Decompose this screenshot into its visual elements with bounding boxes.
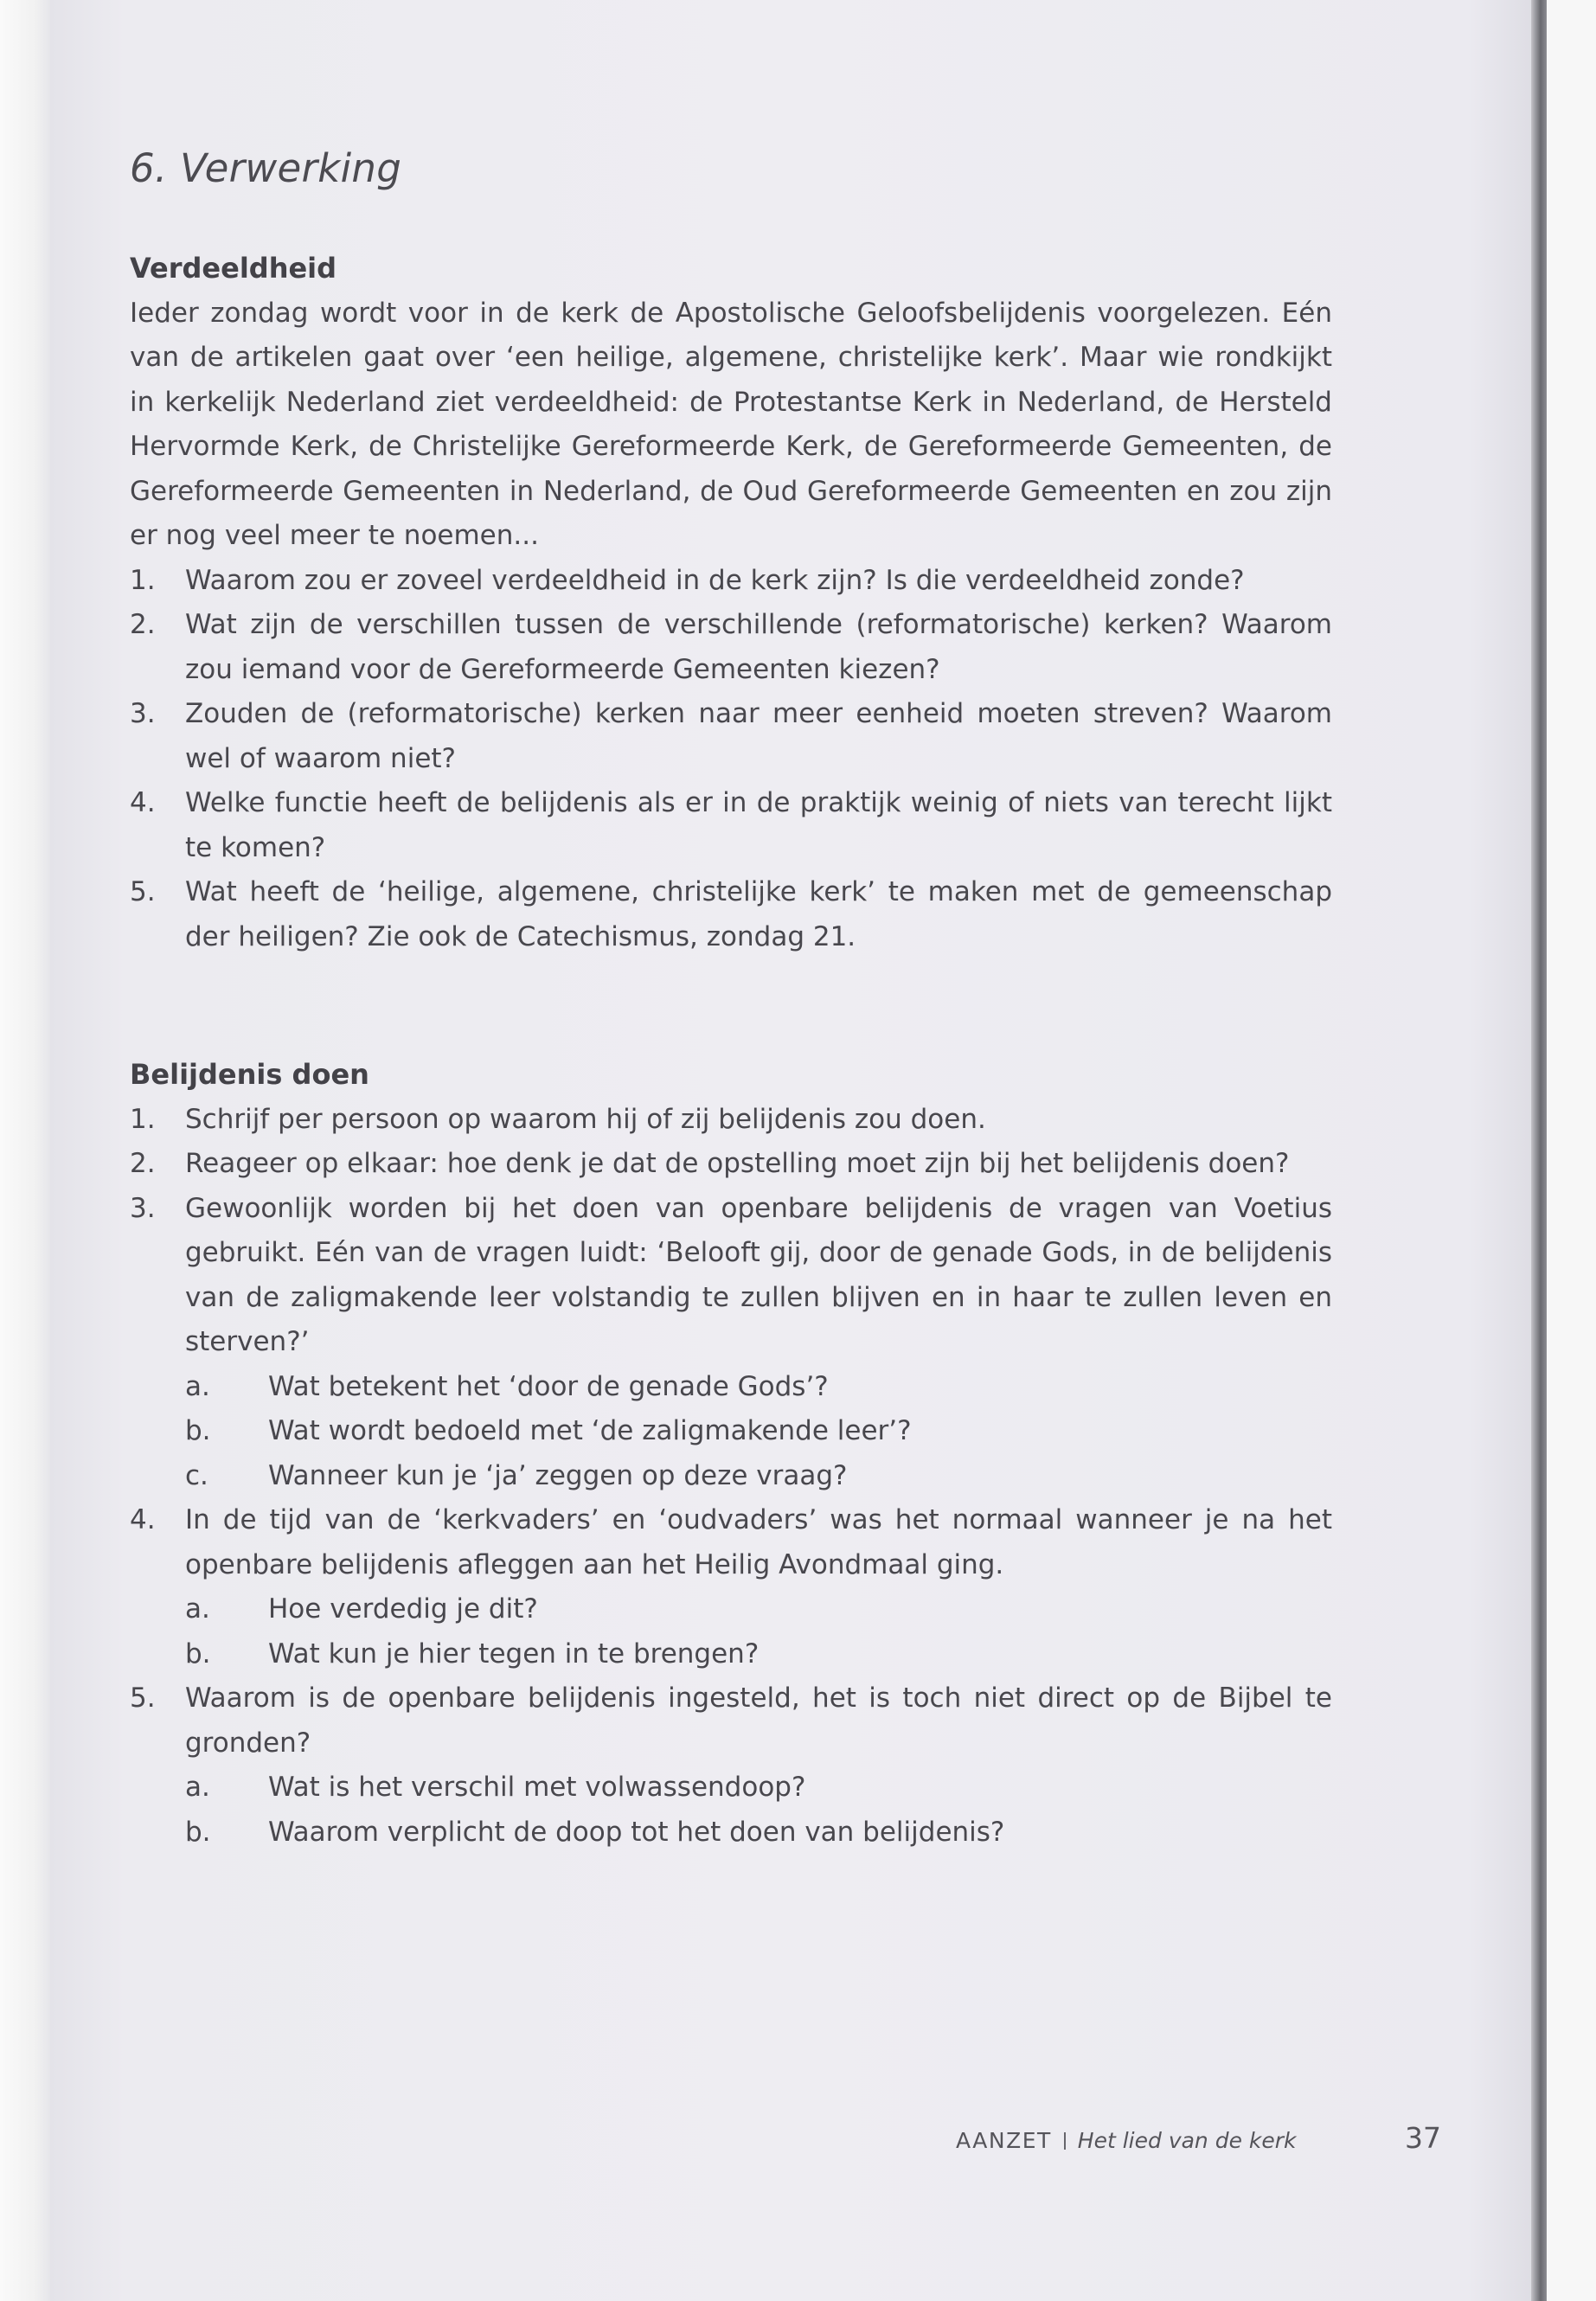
question-text: Schrijf per persoon op waarom hij of zij belijdenis zou doen.: [185, 1103, 986, 1135]
question-item: [130, 692, 1332, 781]
question-item: [130, 781, 1332, 870]
sub-question-list: [130, 1766, 1332, 1855]
page-number: 37: [1405, 2121, 1441, 2155]
question-item: [130, 559, 1332, 604]
question-text: Gewoonlijk worden bij het doen van openbare belijdenis de vragen van Voetius gebruikt. Eén van de vragen luidt: ‘Belooft gij, door de genade Gods, in de belijdenis van de zaligmakende leer volstandig te zullen blijven en in haar te zullen leven en sterven?’: [185, 1192, 1332, 1357]
scan-margin-left: [0, 0, 50, 2301]
question-number: 4.: [130, 787, 156, 818]
question-list: [130, 559, 1332, 960]
sub-question-letter: a.: [185, 1772, 210, 1803]
question-item: [130, 1676, 1332, 1766]
scan-margin-right: [1547, 0, 1596, 2301]
heading-belijdenis-doen: Belijdenis doen: [130, 1058, 369, 1091]
question-text: Wat zijn de verschillen tussen de verschillende (reformatorische) kerken? Waarom zou iemand voor de Gereformeerde Gemeenten kiezen?: [185, 609, 1332, 685]
sub-question-letter: b.: [185, 1415, 211, 1446]
section-belijdenis-doen: [130, 1053, 1332, 1855]
sub-question-letter: a.: [185, 1370, 210, 1402]
question-text: In de tijd van de ‘kerkvaders’ en ‘oudvaders’ was het normaal wanneer je na het openbare belijdenis afleggen aan het Heilig Avondmaal ging.: [185, 1504, 1332, 1580]
sub-question-text: Waarom verplicht de doop tot het doen van belijdenis?: [268, 1816, 1005, 1848]
question-number: 2.: [130, 609, 156, 640]
question-item: [130, 870, 1332, 959]
question-number: 5.: [130, 1682, 156, 1714]
sub-question-item: [185, 1587, 1332, 1632]
question-number: 4.: [130, 1504, 156, 1535]
question-text: Waarom zou er zoveel verdeeldheid in de kerk zijn? Is die verdeeldheid zonde?: [185, 564, 1245, 596]
question-item: [130, 1098, 1332, 1143]
footer-book-title: Het lied van de kerk: [1077, 2128, 1297, 2153]
page-edge-shadow: [1531, 0, 1547, 2301]
question-text: Welke functie heeft de belijdenis als er in de praktijk weinig of niets van terecht lijkt te komen?: [185, 787, 1332, 863]
sub-question-item: [185, 1632, 1332, 1677]
sub-question-text: Wanneer kun je ‘ja’ zeggen op deze vraag?: [268, 1459, 848, 1491]
question-item: [130, 1187, 1332, 1365]
sub-question-letter: b.: [185, 1638, 211, 1670]
section-verdeeldheid: [130, 247, 1332, 959]
sub-question-item: [185, 1454, 1332, 1499]
sub-question-list: [130, 1587, 1332, 1676]
question-number: 3.: [130, 698, 156, 729]
question-text: Waarom is de openbare belijdenis ingesteld, het is toch niet direct op de Bijbel te gronden?: [185, 1682, 1332, 1759]
footer-separator: [1064, 2132, 1066, 2150]
question-item: [130, 1498, 1332, 1587]
intro-paragraph: Ieder zondag wordt voor in de kerk de Apostolische Geloofsbelijdenis voorgelezen. Eén van de artikelen gaat over ‘een heilige, algemene, christelijke kerk’. Maar wie rondkijkt in kerkelijk Nederland ziet verdeeldheid: de Protestantse Kerk in Nederland, de Hersteld Hervormde Kerk, de Christelijke Gereformeerde Kerk, de Gereformeerde Gemeenten, de Gereformeerde Gemeenten in Nederland, de Oud Gereformeerde Gemeenten en zou zijn er nog veel meer te noemen...: [130, 297, 1332, 551]
sub-question-text: Hoe verdedig je dit?: [268, 1593, 538, 1625]
question-item: [130, 1142, 1332, 1187]
question-number: 1.: [130, 1103, 156, 1135]
sub-question-text: Wat betekent het ‘door de genade Gods’?: [268, 1370, 829, 1402]
sub-question-letter: a.: [185, 1593, 210, 1625]
sub-question-item: [185, 1365, 1332, 1410]
question-text: Wat heeft de ‘heilige, algemene, christelijke kerk’ te maken met de gemeenschap der heiligen? Zie ook de Catechismus, zondag 21.: [185, 876, 1332, 952]
sub-question-text: Wat wordt bedoeld met ‘de zaligmakende leer’?: [268, 1415, 912, 1446]
question-number: 1.: [130, 564, 156, 596]
footer-brand: AANZET: [956, 2128, 1052, 2153]
question-number: 2.: [130, 1148, 156, 1179]
sub-question-list: [130, 1365, 1332, 1499]
question-number: 3.: [130, 1192, 156, 1224]
running-footer: [956, 2128, 1297, 2153]
sub-question-text: Wat kun je hier tegen in te brengen?: [268, 1638, 760, 1670]
question-text: Zouden de (reformatorische) kerken naar meer eenheid moeten streven? Waarom wel of waarom niet?: [185, 698, 1332, 774]
book-page: [50, 0, 1542, 2301]
sub-question-item: [185, 1409, 1332, 1454]
question-item: [130, 603, 1332, 692]
section-title: 6. Verwerking: [130, 145, 402, 191]
heading-verdeeldheid: Verdeeldheid: [130, 252, 337, 285]
question-text: Reageer op elkaar: hoe denk je dat de opstelling moet zijn bij het belijdenis doen?: [185, 1148, 1290, 1179]
sub-question-text: Wat is het verschil met volwassendoop?: [268, 1772, 806, 1803]
sub-question-letter: b.: [185, 1816, 211, 1848]
question-number: 5.: [130, 876, 156, 907]
sub-question-letter: c.: [185, 1459, 208, 1491]
sub-question-item: [185, 1811, 1332, 1856]
question-list: [130, 1098, 1332, 1856]
sub-question-item: [185, 1766, 1332, 1811]
